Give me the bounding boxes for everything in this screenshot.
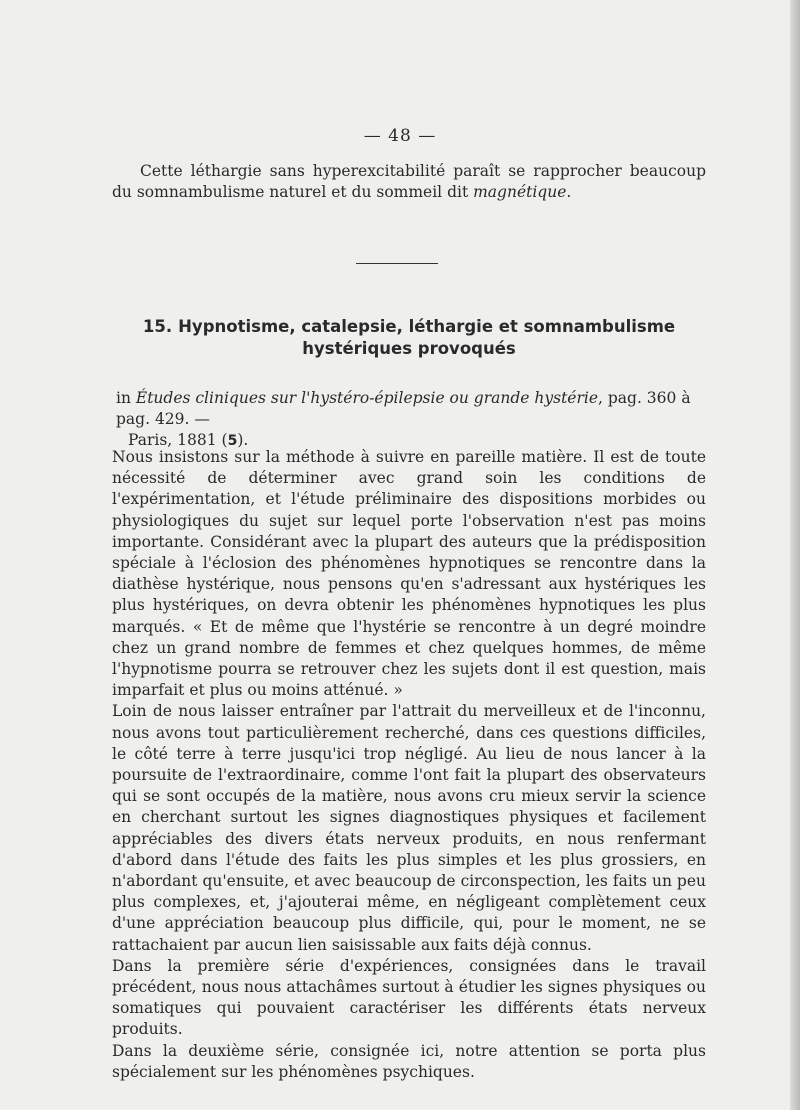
citation-prefix: in [116,389,136,407]
citation-pages: , pag. 360 à pag. 429. — [116,389,691,428]
section-title: Hypnotisme, catalepsie, léthargie et somnambulisme hystériques provoqués [178,317,676,358]
page-number: — 48 — [363,126,437,146]
body-paragraph-4: Dans la deuxième série, consignée ici, notre attention se porta plus spécialement sur les phénomènes psychiques. [112,1041,706,1081]
intro-paragraph [112,161,706,203]
body-text [112,447,706,1083]
section-number: 15. [142,317,173,336]
citation [116,388,706,452]
body-paragraph-2: Loin de nous laisser entraîner par l'attrait du merveilleux et de l'inconnu, nous avons tout particulièrement recherché, dans ces questions difficiles, le côté terre à terre jusqu'ici trop négligé. Au lieu de nous lancer à la poursuite de l'extraordinaire, comme l'ont fait la plupart des observateurs qui se sont occupés de la matière, nous avons cru mieux servir la science en cherchant surtout les signes diagnostiques physiques et facilement appréciables des divers états nerveux produits, en nous renfermant d'abord dans l'étude des faits les plus simples et les plus grossiers, en n'abordant qu'ensuite, et avec beaucoup de circonspection, les faits un peu plus complexes, et, j'ajouterai même, en négligeant complètement ceux d'une appréciation beaucoup plus difficile, qui, pour le moment, ne se rattachaient par aucun lien saisissable aux faits déjà connus. [112,702,706,954]
body-paragraph-1: Nous insistons sur la méthode à suivre en pareille matière. Il est de toute nécessité de déterminer avec grand soin les conditions de l'expérimentation, et l'étude préliminaire des dispositions morbides ou physiologiques du sujet sur lequel porte l'observation n'est pas moins importante. Considérant avec la plupart des auteurs que la prédisposition spéciale à l'éclosion des phénomènes hypnotiques se rencontre dans la diathèse hystérique, nous pensons qu'en s'adressant aux hystériques les plus hystériques, on devra obtenir les phénomènes hypnotiques les plus marqués. « Et de même que l'hystérie se rencontre à un degré moindre chez un grand nombre de femmes et chez quelques hommes, de même l'hypnotisme pourra se retrouver chez les sujets dont il est question, mais imparfait et plus ou moins atténué. » [112,448,706,700]
citation-place-year: Paris, 1881 ( [128,431,228,449]
separator-rule [356,263,438,264]
citation-ref: 5 [227,433,238,449]
citation-close: ). [237,431,249,449]
intro-end: . [566,183,572,202]
citation-title: Études cliniques sur l'hystéro-épilepsie ou grande hystérie [135,389,599,407]
body-paragraph-3: Dans la première série d'expériences, consignées dans le travail précédent, nous nous attachâmes surtout à étudier les signes physiques ou somatiques qui pouvaient caractériser les différents états nerveux produits. [112,956,706,1039]
section-heading [112,316,706,360]
intro-text: Cette léthargie sans hyperexcitabilité paraît se rapprocher beaucoup du somnambulisme naturel et du sommeil dit [112,162,706,202]
intro-italic: magnétique [473,183,567,202]
page-edge [790,0,800,1110]
